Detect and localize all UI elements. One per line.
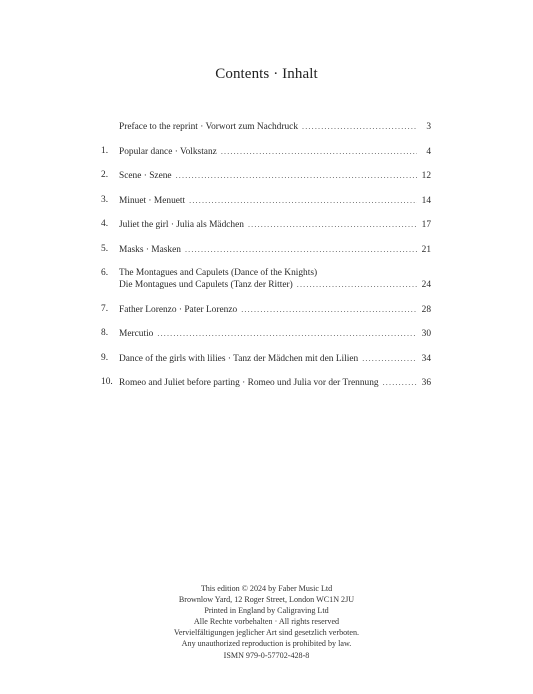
dot-leader (302, 121, 417, 132)
toc-page-number: 34 (421, 353, 431, 364)
toc-entry-number: 10. (101, 377, 113, 387)
toc-entry-9[interactable] (101, 353, 431, 365)
toc-entry-preface[interactable] (101, 121, 431, 133)
toc-entry-title: Romeo and Juliet before parting · Romeo und Julia vor der Trennung (119, 378, 379, 388)
toc-entry-7[interactable] (101, 304, 431, 316)
toc-entry-title: Masks · Masken (119, 244, 181, 255)
toc-page-number: 4 (426, 146, 431, 157)
toc-entry-number: 6. (101, 268, 109, 278)
toc-entry-2[interactable] (101, 170, 431, 182)
rights-line: Alle Rechte vorbehalten · All rights reserved (193, 617, 340, 627)
toc-entry-8[interactable] (101, 328, 431, 340)
dot-leader (157, 328, 417, 339)
toc-entry-title: Minuet · Menuett (119, 195, 186, 206)
toc-entry-title: Popular dance · Volkstanz (119, 146, 217, 157)
publisher-address: Brownlow Yard, 12 Roger Street, London WC1N 2JU (178, 595, 355, 605)
toc-page-number: 17 (421, 220, 431, 230)
toc-page-number: 14 (421, 195, 431, 206)
toc-entry-5[interactable] (101, 244, 431, 256)
toc-entry-number: 3. (101, 194, 109, 205)
toc-entry-number: 9. (101, 352, 109, 363)
toc-entry-subtitle: Die Montagues und Capulets (Tanz der Ritter) (119, 280, 293, 290)
toc-entry-title: Scene · Szene (119, 171, 172, 181)
reproduction-notice-de: Vervielfältigungen jeglicher Art sind gesetzlich verboten. (173, 628, 360, 638)
toc-entry-number: 2. (101, 170, 109, 180)
dot-leader (248, 219, 417, 230)
toc-entry-number: 7. (101, 303, 109, 314)
toc-entry-title: The Montagues and Capulets (Dance of the Knights) (119, 268, 318, 278)
dot-leader (241, 304, 417, 315)
toc-page-number: 24 (421, 280, 431, 290)
dot-leader (221, 146, 417, 157)
printer-line: Printed in England by Caligraving Ltd (204, 606, 329, 616)
toc-entry-title: Preface to the reprint · Vorwort zum Nachdruck (119, 122, 299, 132)
dot-leader (362, 353, 417, 364)
toc-page-number: 36 (421, 378, 431, 388)
page-title: Contents · Inhalt (215, 66, 318, 82)
toc-page-number: 21 (421, 244, 431, 255)
toc-entry-10[interactable] (101, 377, 431, 389)
toc-entry-title: Dance of the girls with lilies · Tanz der Mädchen mit den Lilien (119, 353, 359, 364)
toc-entry-number: 8. (101, 328, 109, 338)
toc-page-number: 12 (421, 171, 431, 181)
toc-entry-number: 1. (101, 145, 109, 156)
dot-leader (176, 170, 417, 181)
toc-entry-title: Juliet the girl · Julia als Mädchen (119, 220, 244, 230)
dot-leader (297, 279, 417, 290)
dot-leader (383, 377, 417, 388)
toc-entry-title: Father Lorenzo · Pater Lorenzo (119, 304, 238, 315)
toc-entry-4[interactable] (101, 219, 431, 231)
toc-entry-number: 5. (101, 243, 109, 254)
ismn-line: ISMN 979-0-57702-428-8 (223, 650, 310, 660)
toc-page-number: 28 (421, 304, 431, 315)
imprint-footer (0, 583, 533, 661)
toc-entry-title: Mercutio (119, 329, 154, 339)
reproduction-notice-en: Any unauthorized reproduction is prohibited by law. (181, 639, 352, 649)
table-of-contents (101, 121, 431, 402)
toc-entry-number: 4. (101, 219, 109, 229)
toc-entry-3[interactable] (101, 195, 431, 207)
dot-leader (185, 244, 417, 255)
dot-leader (189, 195, 417, 206)
copyright-line: This edition © 2024 by Faber Music Ltd (200, 584, 333, 593)
toc-entry-6[interactable] (101, 268, 431, 291)
toc-page-number: 30 (421, 329, 431, 339)
toc-entry-1[interactable] (101, 146, 431, 158)
toc-page-number: 3 (426, 122, 431, 132)
